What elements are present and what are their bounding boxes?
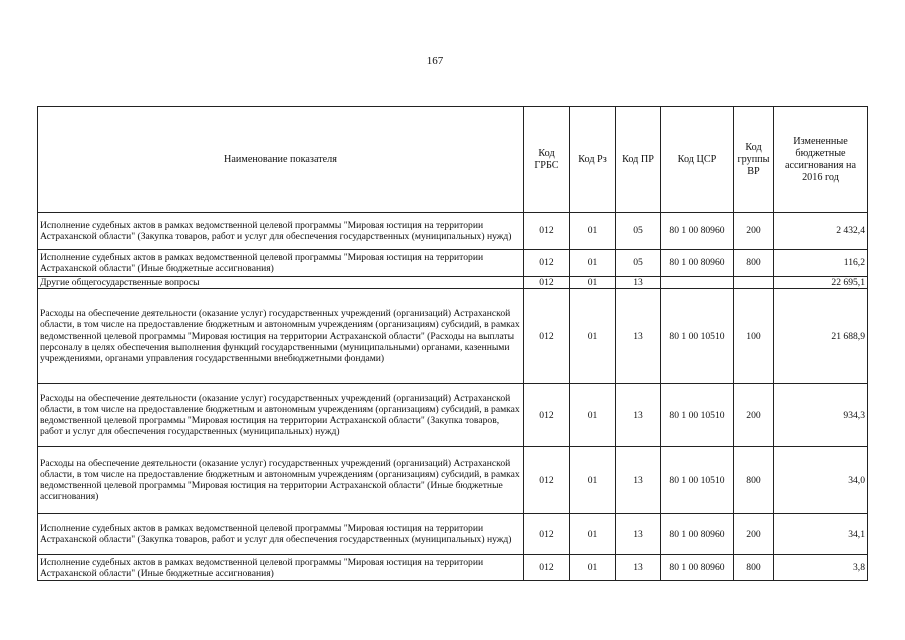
- row-name: Исполнение судебных актов в рамках ведомственной целевой программы "Мировая юстиция на территории Астраханской области" (Иные бюджетные ассигнования): [38, 250, 524, 277]
- row-amount: 22 695,1: [774, 277, 868, 289]
- row-grbs: 012: [524, 555, 570, 581]
- table-row: [38, 555, 868, 581]
- row-amount: 2 432,4: [774, 213, 868, 250]
- row-name: Другие общегосударственные вопросы: [38, 277, 524, 289]
- row-rz: 01: [570, 384, 616, 447]
- row-vr: 200: [734, 514, 774, 555]
- row-pr: 13: [616, 384, 661, 447]
- row-amount: 3,8: [774, 555, 868, 581]
- table-row: [38, 514, 868, 555]
- row-grbs: 012: [524, 213, 570, 250]
- header-pr: Код ПР: [616, 107, 661, 213]
- row-amount: 116,2: [774, 250, 868, 277]
- row-pr: 13: [616, 289, 661, 384]
- row-pr: 05: [616, 250, 661, 277]
- row-vr: 200: [734, 213, 774, 250]
- table-row: [38, 250, 868, 277]
- row-rz: 01: [570, 277, 616, 289]
- row-grbs: 012: [524, 384, 570, 447]
- row-csr: 80 1 00 80960: [661, 213, 734, 250]
- row-pr: 13: [616, 514, 661, 555]
- row-vr: [734, 277, 774, 289]
- header-amount: Измененные бюджетные ассигнования на 2016 год: [774, 107, 868, 213]
- header-grbs: Код ГРБС: [524, 107, 570, 213]
- row-pr: 13: [616, 555, 661, 581]
- header-csr: Код ЦСР: [661, 107, 734, 213]
- row-rz: 01: [570, 514, 616, 555]
- row-csr: 80 1 00 10510: [661, 289, 734, 384]
- row-name: Расходы на обеспечение деятельности (оказание услуг) государственных учреждений (организаций) Астраханской области, в том числе на предоставление бюджетным и автономным учреждениям (организациям) субсидий, в рамках ведомственной целевой программы "Мировая юстиция на территории Астраханской области" (Расходы на выплаты персоналу в целях обеспечения выполнения функций государственными (муниципальными) органами, казенными учреждениями, органами управления государственными внебюджетными фондами): [38, 289, 524, 384]
- row-rz: 01: [570, 250, 616, 277]
- table-row: [38, 213, 868, 250]
- row-name: Исполнение судебных актов в рамках ведомственной целевой программы "Мировая юстиция на территории Астраханской области" (Иные бюджетные ассигнования): [38, 555, 524, 581]
- budget-allocation-table: [37, 106, 868, 581]
- row-vr: 200: [734, 384, 774, 447]
- page-number: 167: [426, 55, 444, 67]
- row-grbs: 012: [524, 447, 570, 514]
- row-name: Исполнение судебных актов в рамках ведомственной целевой программы "Мировая юстиция на территории Астраханской области" (Закупка товаров, работ и услуг для обеспечения государственных (муниципальных) нужд): [38, 213, 524, 250]
- row-amount: 21 688,9: [774, 289, 868, 384]
- row-csr: 80 1 00 10510: [661, 447, 734, 514]
- row-name: Расходы на обеспечение деятельности (оказание услуг) государственных учреждений (организаций) Астраханской области, в том числе на предоставление бюджетным и автономным учреждениям (организациям) субсидий, в рамках ведомственной целевой программы "Мировая юстиция на территории Астраханской области" (Закупка товаров, работ и услуг для обеспечения государственных (муниципальных) нужд): [38, 384, 524, 447]
- row-grbs: 012: [524, 289, 570, 384]
- row-csr: 80 1 00 80960: [661, 250, 734, 277]
- table-row: [38, 384, 868, 447]
- header-rz: Код Рз: [570, 107, 616, 213]
- row-grbs: 012: [524, 250, 570, 277]
- row-name: Расходы на обеспечение деятельности (оказание услуг) государственных учреждений (организаций) Астраханской области, в том числе на предоставление бюджетным и автономным учреждениям (организациям) субсидий, в рамках ведомственной целевой программы "Мировая юстиция на территории Астраханской области" (Иные бюджетные ассигнования): [38, 447, 524, 514]
- row-grbs: 012: [524, 514, 570, 555]
- row-rz: 01: [570, 447, 616, 514]
- table-row: [38, 447, 868, 514]
- row-amount: 934,3: [774, 384, 868, 447]
- header-name: Наименование показателя: [38, 107, 524, 213]
- row-pr: 13: [616, 277, 661, 289]
- row-pr: 13: [616, 447, 661, 514]
- row-grbs: 012: [524, 277, 570, 289]
- table-row: [38, 277, 868, 289]
- row-amount: 34,1: [774, 514, 868, 555]
- row-csr: [661, 277, 734, 289]
- row-csr: 80 1 00 80960: [661, 555, 734, 581]
- row-rz: 01: [570, 213, 616, 250]
- table-row: [38, 289, 868, 384]
- row-pr: 05: [616, 213, 661, 250]
- row-csr: 80 1 00 80960: [661, 514, 734, 555]
- row-csr: 80 1 00 10510: [661, 384, 734, 447]
- header-vr: Код группы ВР: [734, 107, 774, 213]
- row-vr: 800: [734, 447, 774, 514]
- row-vr: 800: [734, 250, 774, 277]
- row-rz: 01: [570, 289, 616, 384]
- row-name: Исполнение судебных актов в рамках ведомственной целевой программы "Мировая юстиция на территории Астраханской области" (Закупка товаров, работ и услуг для обеспечения государственных (муниципальных) нужд): [38, 514, 524, 555]
- table-header-row: [38, 107, 868, 213]
- row-amount: 34,0: [774, 447, 868, 514]
- row-rz: 01: [570, 555, 616, 581]
- row-vr: 800: [734, 555, 774, 581]
- row-vr: 100: [734, 289, 774, 384]
